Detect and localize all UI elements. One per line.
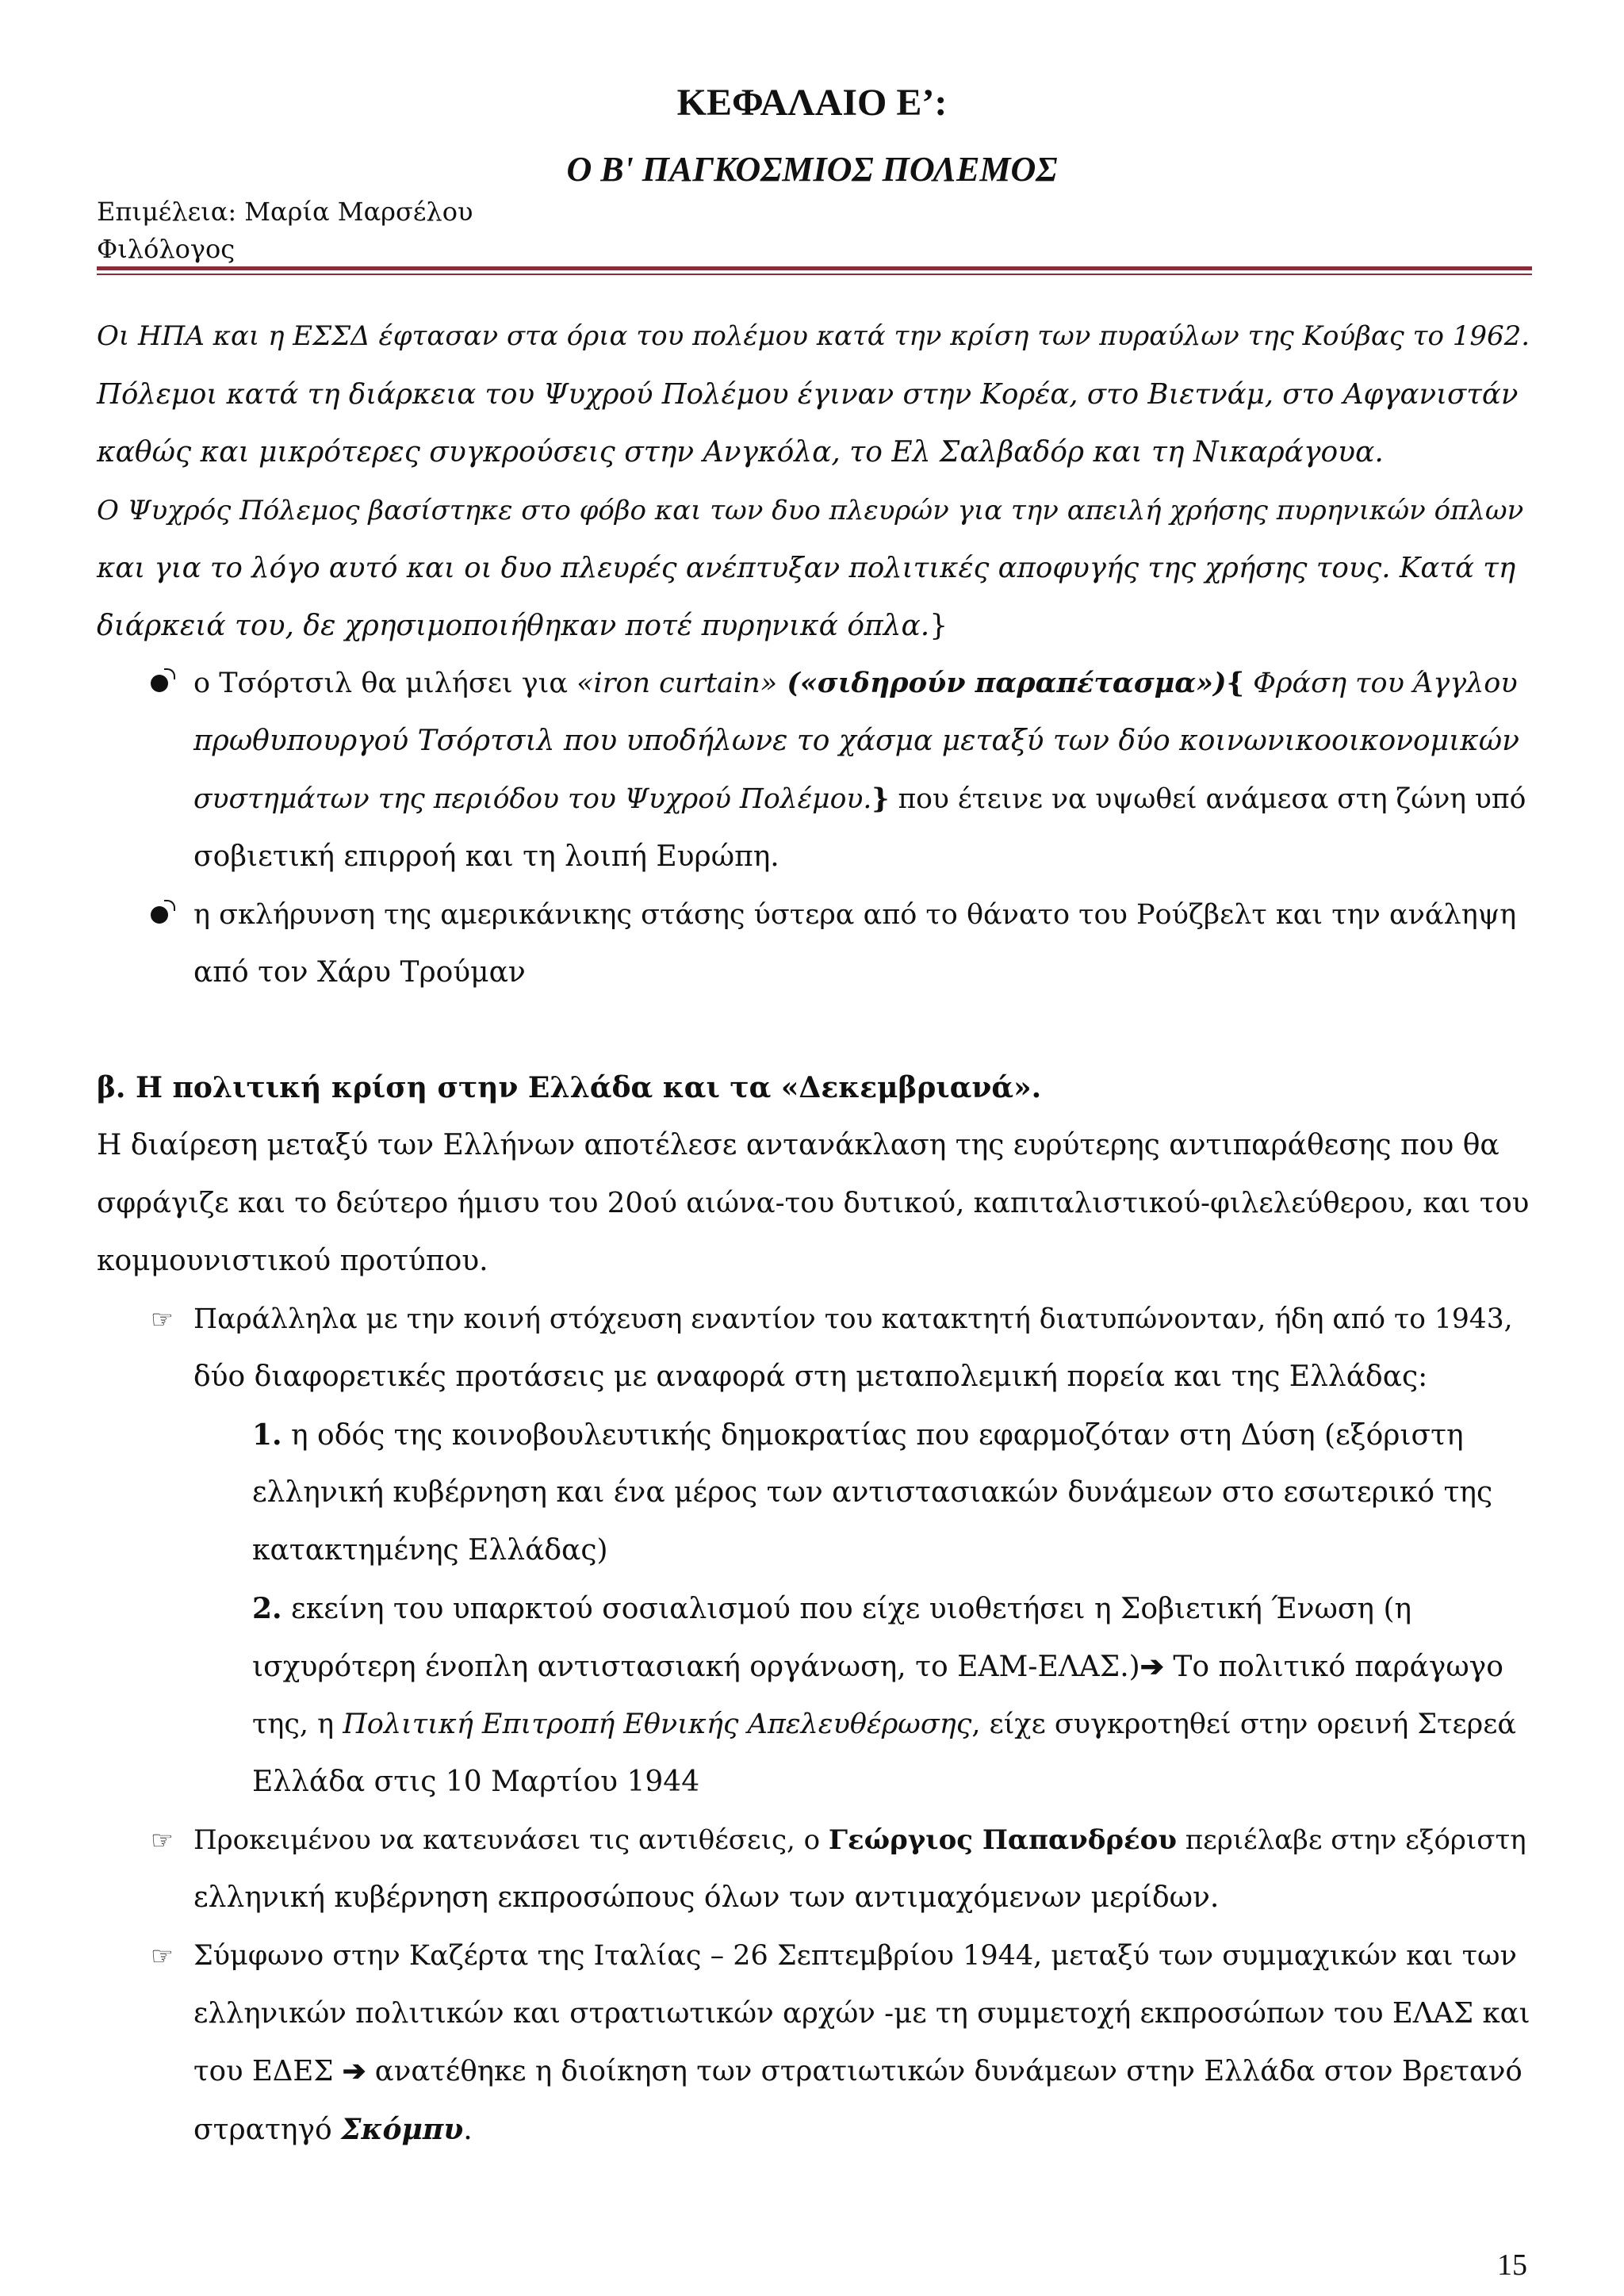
n2-l3a: της, η [252,1709,343,1740]
b1-brace-close: } [871,783,890,815]
bullet-1-line-2: πρωθυπουργού Τσόρτσιλ που υποδήλωνε το χάσμα μεταξύ των δύο κοινωνικοοικονομικών [193,725,1520,757]
header-rule-thick [97,266,1532,270]
n2-l2a: ισχυρότερη ένοπλη αντιστασιακή οργάνωση, το ΕΑΜ-ΕΛΑΣ.) [252,1651,1140,1683]
page-number: 15 [1497,2248,1527,2282]
hand-3-line-3 [193,2053,1522,2091]
hand-3-line-4 [193,2110,473,2149]
intro-line-6-text: διάρκειά του, δε χρησιμοποιήθηκαν ποτέ πυρηνικά όπλα. [97,610,930,642]
intro-line-6 [97,607,948,645]
hand-2-line-2: ελληνική κυβέρνηση εκπροσώπους όλων των αντιμαχόμενων μερίδων. [193,1881,1220,1914]
b1-text-a: ο Τσόρτσιλ θα μιλήσει για [193,668,577,699]
n2-l3b: Πολιτική Επιτροπή Εθνικής Απελευθέρωσης [343,1709,972,1740]
pointing-hand-icon: ☞ [151,1941,174,1971]
numbered-2-line-1 [252,1590,1411,1628]
intro-line-3: καθώς και μικρότερες συγκρούσεις στην Ανγκόλα, το Ελ Σαλβαδόρ και τη Νικαράγουα. [97,436,1384,469]
bullet-1-line-4: σοβιετική επιρροή και τη λοιπή Ευρώπη. [193,840,779,873]
editor-credit [97,193,473,268]
section-b-para-line-2: σφράγιζε και το δεύτερο ήμισυ του 20ού αιώνα-του δυτικού, καπιταλιστικού-φιλελεύθερου, και του [97,1187,1530,1219]
chapter-title: ΚΕΦΑΛΑΙΟ Ε’: [676,82,948,124]
hand-3-line-2: ελληνικών πολιτικών και στρατιωτικών αρχών -με τη συμμετοχή εκπροσώπων του ΕΛΑΣ και [193,1997,1530,2030]
b1-l3c: που έτεινε να υψωθεί ανάμεσα στη ζώνη υπό [889,783,1526,815]
bullet-1-line-3 [193,780,1526,818]
hand-3-line-1: Σύμφωνο στην Καζέρτα της Ιταλίας – 26 Σεπτεμβρίου 1944, μεταξύ των συμμαχικών και των [193,1940,1517,1972]
numbered-1-line-1 [252,1416,1464,1455]
numbered-1-text: η οδός της κοινοβουλευτικής δημοκρατίας που εφαρμοζόταν στη Δύση (εξόριστη [282,1419,1464,1452]
bullet-1-line-1 [193,664,1518,702]
h2-l1c: περιέλαβε στην εξόριστη [1176,1824,1526,1856]
pointing-hand-icon: ☞ [151,1304,174,1334]
numbered-1-line-3: κατακτημένης Ελλάδας) [252,1534,608,1567]
n2-l2b: Το πολιτικό παράγωγο [1163,1651,1503,1683]
section-b-para-line-1: Η διαίρεση μεταξύ των Ελλήνων αποτέλεσε αντανάκλαση της ευρύτερης αντιπαράθεσης που θα [97,1129,1500,1161]
b1-text-e: Φράση του Άγγλου [1244,668,1518,699]
numbered-2-line-3 [252,1705,1516,1743]
bomb-icon [151,906,168,924]
editor-role: Φιλόλογος [97,234,236,264]
numbered-2-number: 2. [252,1592,282,1625]
arrow-right-icon: ➔ [1139,1650,1164,1683]
intro-line-6-brace: } [929,610,948,642]
h2-l1a: Προκειμένου να κατευνάσει τις αντιθέσεις, ο [193,1824,829,1856]
h3-l4c: . [463,2114,473,2146]
b1-iron-curtain: «iron curtain» [576,668,778,699]
intro-line-1: Οι ΗΠΑ και η ΕΣΣΔ έφτασαν στα όρια του πολέμου κατά την κρίση των πυραύλων της Κούβας το 1962. [97,320,1530,352]
h2-papandreou: Γεώργιος Παπανδρέου [828,1824,1177,1856]
numbered-1-number: 1. [252,1418,282,1452]
section-b-para-line-3: κομμουνιστικού προτύπου. [97,1245,488,1277]
intro-line-5: και για το λόγο αυτό και οι δυο πλευρές ανέπτυξαν πολιτικές αποφυγής της χρήσης τους. Κατά τη [97,552,1516,584]
h3-l4a: στρατηγό [193,2114,342,2146]
h3-l3a: του ΕΔΕΣ [193,2055,343,2087]
chapter-subtitle: Ο Β' ΠΑΓΚΟΣΜΙΟΣ ΠΟΛΕΜΟΣ [566,150,1058,189]
b1-brace-open: { [1226,667,1245,699]
arrow-right-icon: ➔ [342,2055,366,2087]
hand-1-line-2: δύο διαφορετικές προτάσεις με αναφορά στη μεταπολεμική πορεία και της Ελλάδας: [193,1360,1428,1393]
numbered-1-line-2: ελληνική κυβέρνηση και ένα μέρος των αντιστασιακών δυνάμεων στο εσωτερικό της [252,1476,1493,1509]
bomb-icon [151,675,168,692]
h3-l3b: ανατέθηκε η διοίκηση των στρατιωτικών δυνάμεων στην Ελλάδα στον Βρετανό [366,2055,1522,2087]
header-rule-thin [97,274,1532,275]
intro-line-2: Πόλεμοι κατά τη διάρκεια του Ψυχρού Πολέμου έγιναν στην Κορέα, στο Βιετνάμ, στο Αφγανιστάν [97,378,1519,411]
hand-1-line-1: Παράλληλα με την κοινή στόχευση εναντίον του κατακτητή διατυπώνονταν, ήδη από το 1943, [193,1303,1513,1335]
section-b-heading: β. Η πολιτική κρίση στην Ελλάδα και τα «Δεκεμβριανά». [97,1071,1042,1104]
bullet-2-line-2: από τον Χάρυ Τρούμαν [193,956,526,989]
b1-l3a: συστημάτων της περιόδου του Ψυχρού Πολέμου. [193,783,872,815]
pointing-hand-icon: ☞ [151,1825,174,1855]
hand-2-line-1 [193,1821,1526,1859]
b1-siderun: («σιδηρούν παραπέτασμα») [777,667,1227,699]
numbered-2-text: εκείνη του υπαρκτού σοσιαλισμού που είχε υιοθετήσει η Σοβιετική Ένωση (η [282,1593,1412,1625]
numbered-2-line-2 [252,1647,1503,1686]
editor-name: Επιμέλεια: Μαρία Μαρσέλου [97,197,473,227]
intro-line-4: Ο Ψυχρός Πόλεμος βασίστηκε στο φόβο και των δυο πλευρών για την απειλή χρήσης πυρηνικών όπλων [97,495,1524,526]
h3-scobie: Σκόμπυ [341,2113,464,2146]
n2-l3c: , είχε συγκροτηθεί στην ορεινή Στερεά [971,1709,1516,1740]
numbered-2-line-4: Ελλάδα στις 10 Μαρτίου 1944 [252,1766,700,1798]
bullet-2-line-1: η σκλήρυνση της αμερικάνικης στάσης ύστερα από το θάνατο του Ρούζβελτ και την ανάληψη [193,899,1517,931]
